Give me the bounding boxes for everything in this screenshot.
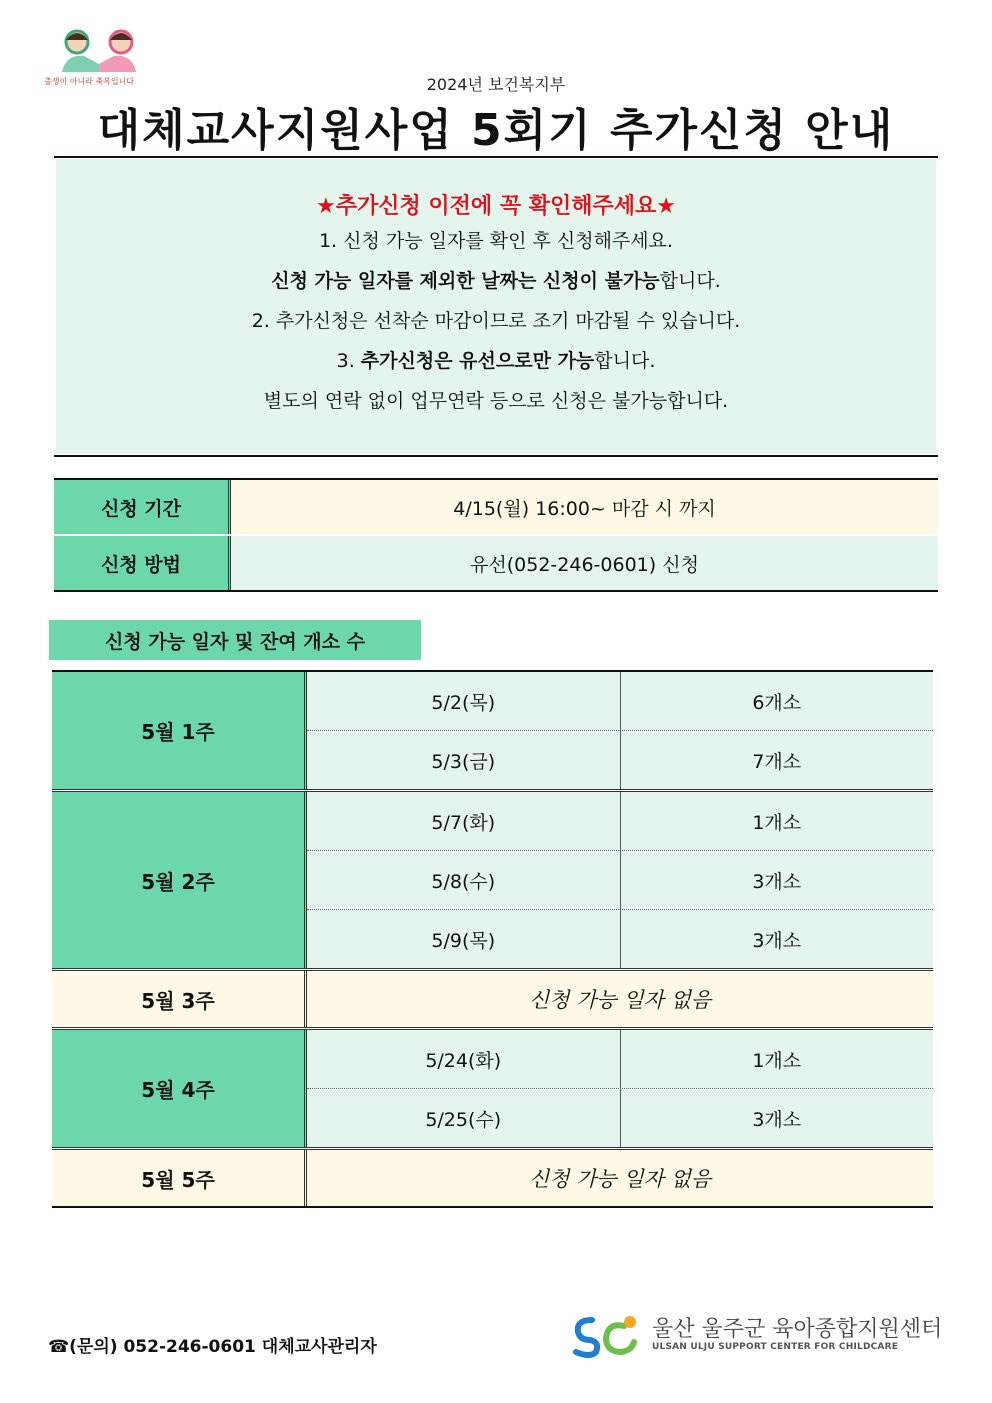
date-cell: 5/24(화) (307, 1030, 621, 1088)
week-label: 5월 2주 (52, 792, 307, 968)
date-row (307, 1030, 933, 1088)
notice-item-1-suffix: 합니다. (659, 270, 721, 292)
notice-divider (54, 455, 938, 457)
notice-item-3-suffix: 합니다. (594, 350, 656, 372)
date-row (307, 672, 933, 730)
week-row-3 (52, 971, 933, 1030)
notice-item-3-note: 별도의 연락 없이 업무연락 등으로 신청은 불가능합니다. (263, 390, 729, 412)
date-cell: 5/3(금) (307, 731, 621, 789)
date-row (307, 909, 933, 968)
notice-item-1-detail (56, 261, 936, 301)
week-row-2 (52, 792, 933, 971)
center-name-english: ULSAN ULJU SUPPORT CENTER FOR CHILDCARE (652, 1342, 899, 1352)
subtitle: 2024년 보건복지부 (426, 75, 566, 94)
notice-box (56, 159, 936, 454)
date-cell: 5/25(수) (307, 1089, 621, 1147)
method-row (54, 536, 938, 590)
count-cell: 3개소 (752, 929, 802, 952)
notice-item-3-bold: 추가신청은 유선으로만 가능 (360, 350, 595, 372)
no-dates-available: 신청 가능 일자 없음 (307, 971, 933, 1027)
notice-heading: ★추가신청 이전에 꼭 확인해주세요★ (316, 194, 676, 219)
count-cell: 1개소 (752, 811, 802, 834)
contact-info: ☎(문의) 052-246-0601 대체교사관리자 (48, 1337, 377, 1357)
week-row-5 (52, 1150, 933, 1208)
date-row (307, 730, 933, 789)
method-label: 신청 방법 (54, 536, 231, 590)
date-cell: 5/8(수) (307, 851, 621, 909)
week-row-4 (52, 1030, 933, 1150)
date-cell: 5/2(목) (307, 672, 621, 730)
period-value: 4/15(월) 16:00~ 마감 시 까지 (231, 480, 938, 534)
section-label: 신청 가능 일자 및 잔여 개소 수 (49, 620, 421, 660)
date-row (307, 792, 933, 850)
center-logo (570, 1310, 943, 1360)
date-row (307, 1088, 933, 1147)
logo-caption: 출생이 아니라 축복입니다 (44, 77, 135, 86)
center-name: 울산 울주군 육아종합지원센터 (652, 1317, 943, 1342)
count-cell: 3개소 (752, 1108, 802, 1131)
count-cell: 1개소 (752, 1049, 802, 1072)
count-cell: 3개소 (752, 870, 802, 893)
application-info-table (54, 478, 938, 592)
date-row (307, 850, 933, 909)
notice-item-3 (56, 341, 936, 381)
count-cell: 6개소 (752, 691, 802, 714)
count-cell: 7개소 (752, 750, 802, 773)
date-cell: 5/9(목) (307, 910, 621, 968)
notice-item-1-bold: 신청 가능 일자를 제외한 날짜는 신청이 불가능 (271, 270, 660, 292)
notice-item-1: 1. 신청 가능 일자를 확인 후 신청해주세요. (318, 230, 674, 252)
page-title: 대체교사지원사업 5회기 추가신청 안내 (97, 105, 895, 156)
week-label: 5월 4주 (52, 1030, 307, 1147)
notice-item-3-prefix: 3. (336, 350, 361, 372)
title-divider (54, 156, 938, 158)
week-label: 5월 1주 (52, 672, 307, 789)
two-people-heart-icon (44, 28, 154, 78)
week-label: 5월 3주 (52, 971, 307, 1027)
method-value: 유선(052-246-0601) 신청 (231, 536, 938, 590)
week-label: 5월 5주 (52, 1150, 307, 1206)
notice-item-2: 2. 추가신청은 선착순 마감이므로 조기 마감될 수 있습니다. (251, 310, 741, 332)
period-row (54, 480, 938, 536)
schedule-table (52, 670, 933, 1208)
week-row-1 (52, 672, 933, 792)
period-label: 신청 기간 (54, 480, 231, 534)
center-emblem-icon (570, 1312, 642, 1358)
date-cell: 5/7(화) (307, 792, 621, 850)
no-dates-available: 신청 가능 일자 없음 (307, 1150, 933, 1206)
